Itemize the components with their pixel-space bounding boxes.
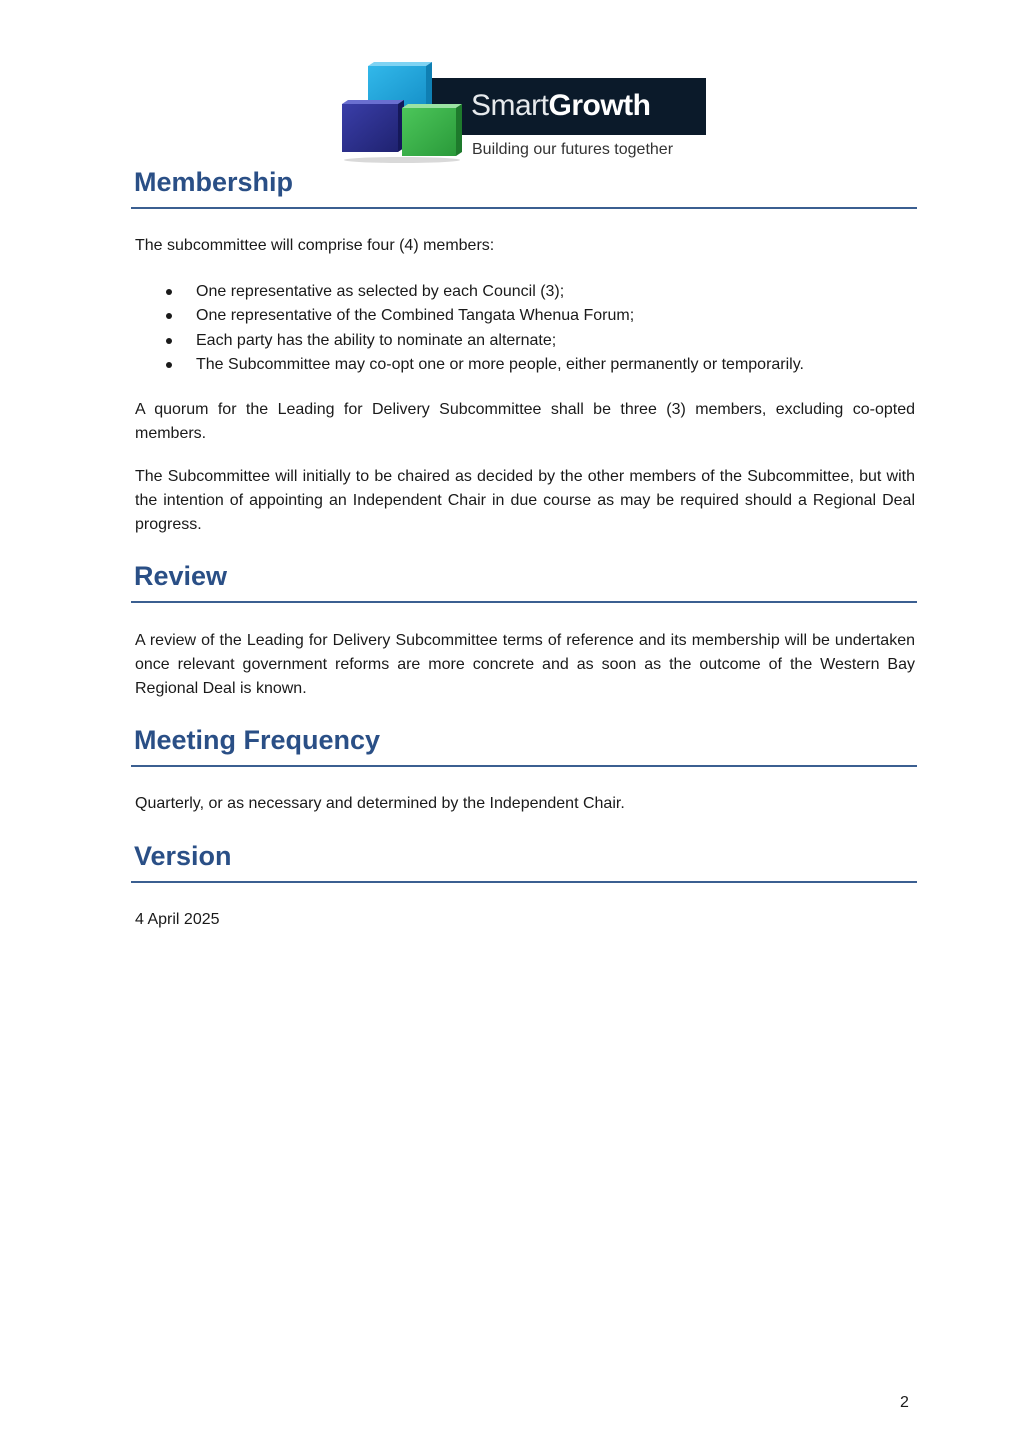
list-item: The Subcommittee may co-opt one or more people, either permanently or temporarily. — [196, 353, 916, 377]
page-number: 2 — [900, 1394, 909, 1411]
review-heading: Review — [134, 561, 228, 591]
membership-divider — [131, 207, 917, 209]
version-divider — [131, 881, 917, 883]
cubes-icon — [340, 60, 470, 164]
list-item: One representative as selected by each Council (3); — [196, 280, 916, 304]
meeting-frequency-heading: Meeting Frequency — [134, 725, 381, 755]
bullet-icon — [166, 289, 172, 295]
membership-intro: The subcommittee will comprise four (4) members: — [135, 237, 495, 254]
meeting-frequency-divider — [131, 765, 917, 767]
logo-tagline: Building our futures together — [472, 141, 674, 158]
quorum-paragraph: A quorum for the Leading for Delivery Subcommittee shall be three (3) members, excluding co-opted members. — [135, 401, 915, 442]
bullet-icon — [166, 362, 172, 368]
bullet-icon — [166, 313, 172, 319]
list-item: Each party has the ability to nominate an alternate; — [196, 329, 916, 353]
logo-brand-text: SmartGrowth — [471, 89, 651, 122]
membership-heading: Membership — [134, 167, 294, 197]
chair-paragraph: The Subcommittee will initially to be chaired as decided by the other members of the Subcommittee, but with the intention of appointing an Independent Chair in due course as may be required should a Regional Deal progress. — [135, 468, 915, 533]
list-item: One representative of the Combined Tangata Whenua Forum; — [196, 304, 916, 328]
review-divider — [131, 601, 917, 603]
bullet-icon — [166, 338, 172, 344]
smartgrowth-logo — [340, 60, 710, 164]
meeting-frequency-paragraph: Quarterly, or as necessary and determined by the Independent Chair. — [135, 795, 625, 812]
version-heading: Version — [134, 841, 232, 871]
version-date: 4 April 2025 — [135, 911, 220, 928]
review-paragraph: A review of the Leading for Delivery Subcommittee terms of reference and its membership will be undertaken once relevant government reforms are more concrete and as soon as the outcome of the Western Bay Regional Deal is known. — [135, 632, 915, 697]
membership-list — [196, 280, 916, 377]
